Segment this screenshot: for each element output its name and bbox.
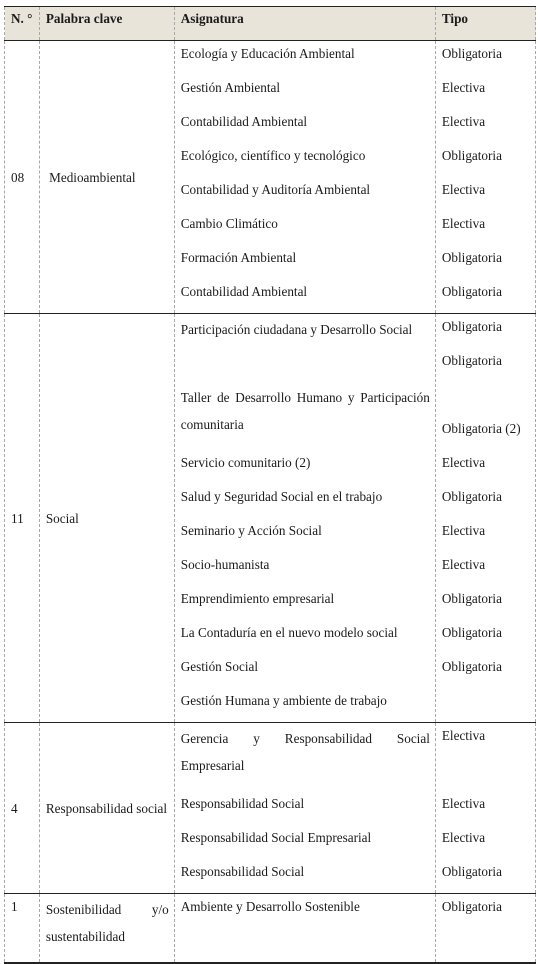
subject-item: Contabilidad Ambiental: [180, 114, 308, 129]
table-row: [5, 894, 536, 964]
type-list: [435, 723, 535, 894]
type-item: Obligatoria: [441, 659, 502, 674]
type-item: Electiva: [441, 182, 486, 197]
group-number: 11: [5, 314, 40, 723]
subject-item: Taller de Desarrollo Humano y Participación comunitaria: [180, 390, 430, 432]
subject-item: Responsabilidad Social: [180, 796, 305, 811]
subject-item: Emprendimiento empresarial: [180, 591, 335, 606]
subject-list: [174, 41, 435, 314]
subject-item: Socio-humanista: [180, 557, 270, 572]
subject-list: [174, 723, 435, 894]
type-item: Obligatoria: [441, 46, 502, 61]
type-item: Obligatoria: [441, 591, 502, 606]
type-item: Electiva: [441, 216, 486, 231]
type-spacer: [442, 382, 530, 416]
subject-list: [174, 314, 435, 723]
group-keyword: Medioambiental: [39, 41, 174, 314]
subject-item: Formación Ambiental: [180, 250, 297, 265]
type-item: Obligatoria: [441, 284, 502, 299]
type-item: Electiva: [441, 114, 486, 129]
subject-list: [174, 894, 435, 964]
subject-item: Ecología y Educación Ambiental: [180, 46, 355, 61]
type-item: Obligatoria: [441, 319, 502, 334]
type-item: Electiva: [441, 728, 486, 743]
subjects-table-container: [4, 6, 536, 964]
subject-item: Salud y Seguridad Social en el trabajo: [180, 489, 383, 504]
subject-item: Ecológico, científico y tecnológico: [180, 148, 366, 163]
group-number: 1: [5, 894, 40, 964]
header-row: [5, 7, 536, 41]
table-row: [5, 41, 536, 314]
type-item: Electiva: [441, 830, 486, 845]
subject-item: Cambio Climático: [180, 216, 278, 231]
type-item: Electiva: [441, 523, 486, 538]
type-item: Obligatoria: [441, 353, 502, 368]
subject-item: Responsabilidad Social: [180, 864, 305, 879]
subject-item: Servicio comunitario (2): [180, 455, 311, 470]
subject-item: Gestión Ambiental: [180, 80, 280, 95]
table-row: [5, 723, 536, 894]
type-item: Obligatoria: [441, 864, 502, 879]
subject-item: Seminario y Acción Social: [180, 523, 322, 538]
subject-item: Responsabilidad Social Empresarial: [180, 830, 372, 845]
type-item: Electiva: [441, 455, 486, 470]
type-item: Electiva: [441, 796, 486, 811]
subject-item: Contabilidad y Auditoría Ambiental: [180, 182, 371, 197]
subject-item: Participación ciudadana y Desarrollo Social: [180, 322, 413, 337]
subject-item: Gerencia y Responsabilidad Social Empresarial: [180, 731, 430, 773]
type-item: Obligatoria: [441, 489, 502, 504]
type-item: Electiva: [441, 557, 486, 572]
subject-item: Gestión Social: [180, 659, 259, 674]
type-item: Obligatoria (2): [441, 421, 521, 436]
header-number: N. °: [5, 7, 40, 41]
header-subject: Asignatura: [174, 7, 435, 41]
type-item: Obligatoria: [441, 625, 502, 640]
type-list: [435, 314, 535, 723]
subject-item: Gestión Humana y ambiente de trabajo: [180, 693, 387, 708]
subject-item: Ambiente y Desarrollo Sostenible: [180, 899, 360, 914]
group-keyword: Responsabilidad social: [39, 723, 174, 894]
group-keyword: Social: [39, 314, 174, 723]
group-keyword: Sostenibilidad y/o sustentabilidad: [39, 894, 174, 964]
header-keyword: Palabra clave: [39, 7, 174, 41]
subject-item: La Contaduría en el nuevo modelo social: [180, 625, 398, 640]
type-spacer: [442, 757, 530, 791]
subject-item: Contabilidad Ambiental: [180, 284, 308, 299]
type-list: [435, 41, 535, 314]
subjects-table: [4, 6, 536, 964]
group-number: 08: [5, 41, 40, 314]
type-item: Electiva: [441, 80, 486, 95]
header-type: Tipo: [435, 7, 535, 41]
type-item: Obligatoria: [441, 899, 502, 914]
group-number: 4: [5, 723, 40, 894]
type-list: [435, 894, 535, 964]
type-item: Obligatoria: [441, 250, 502, 265]
table-row: [5, 314, 536, 723]
type-item: Obligatoria: [441, 148, 502, 163]
